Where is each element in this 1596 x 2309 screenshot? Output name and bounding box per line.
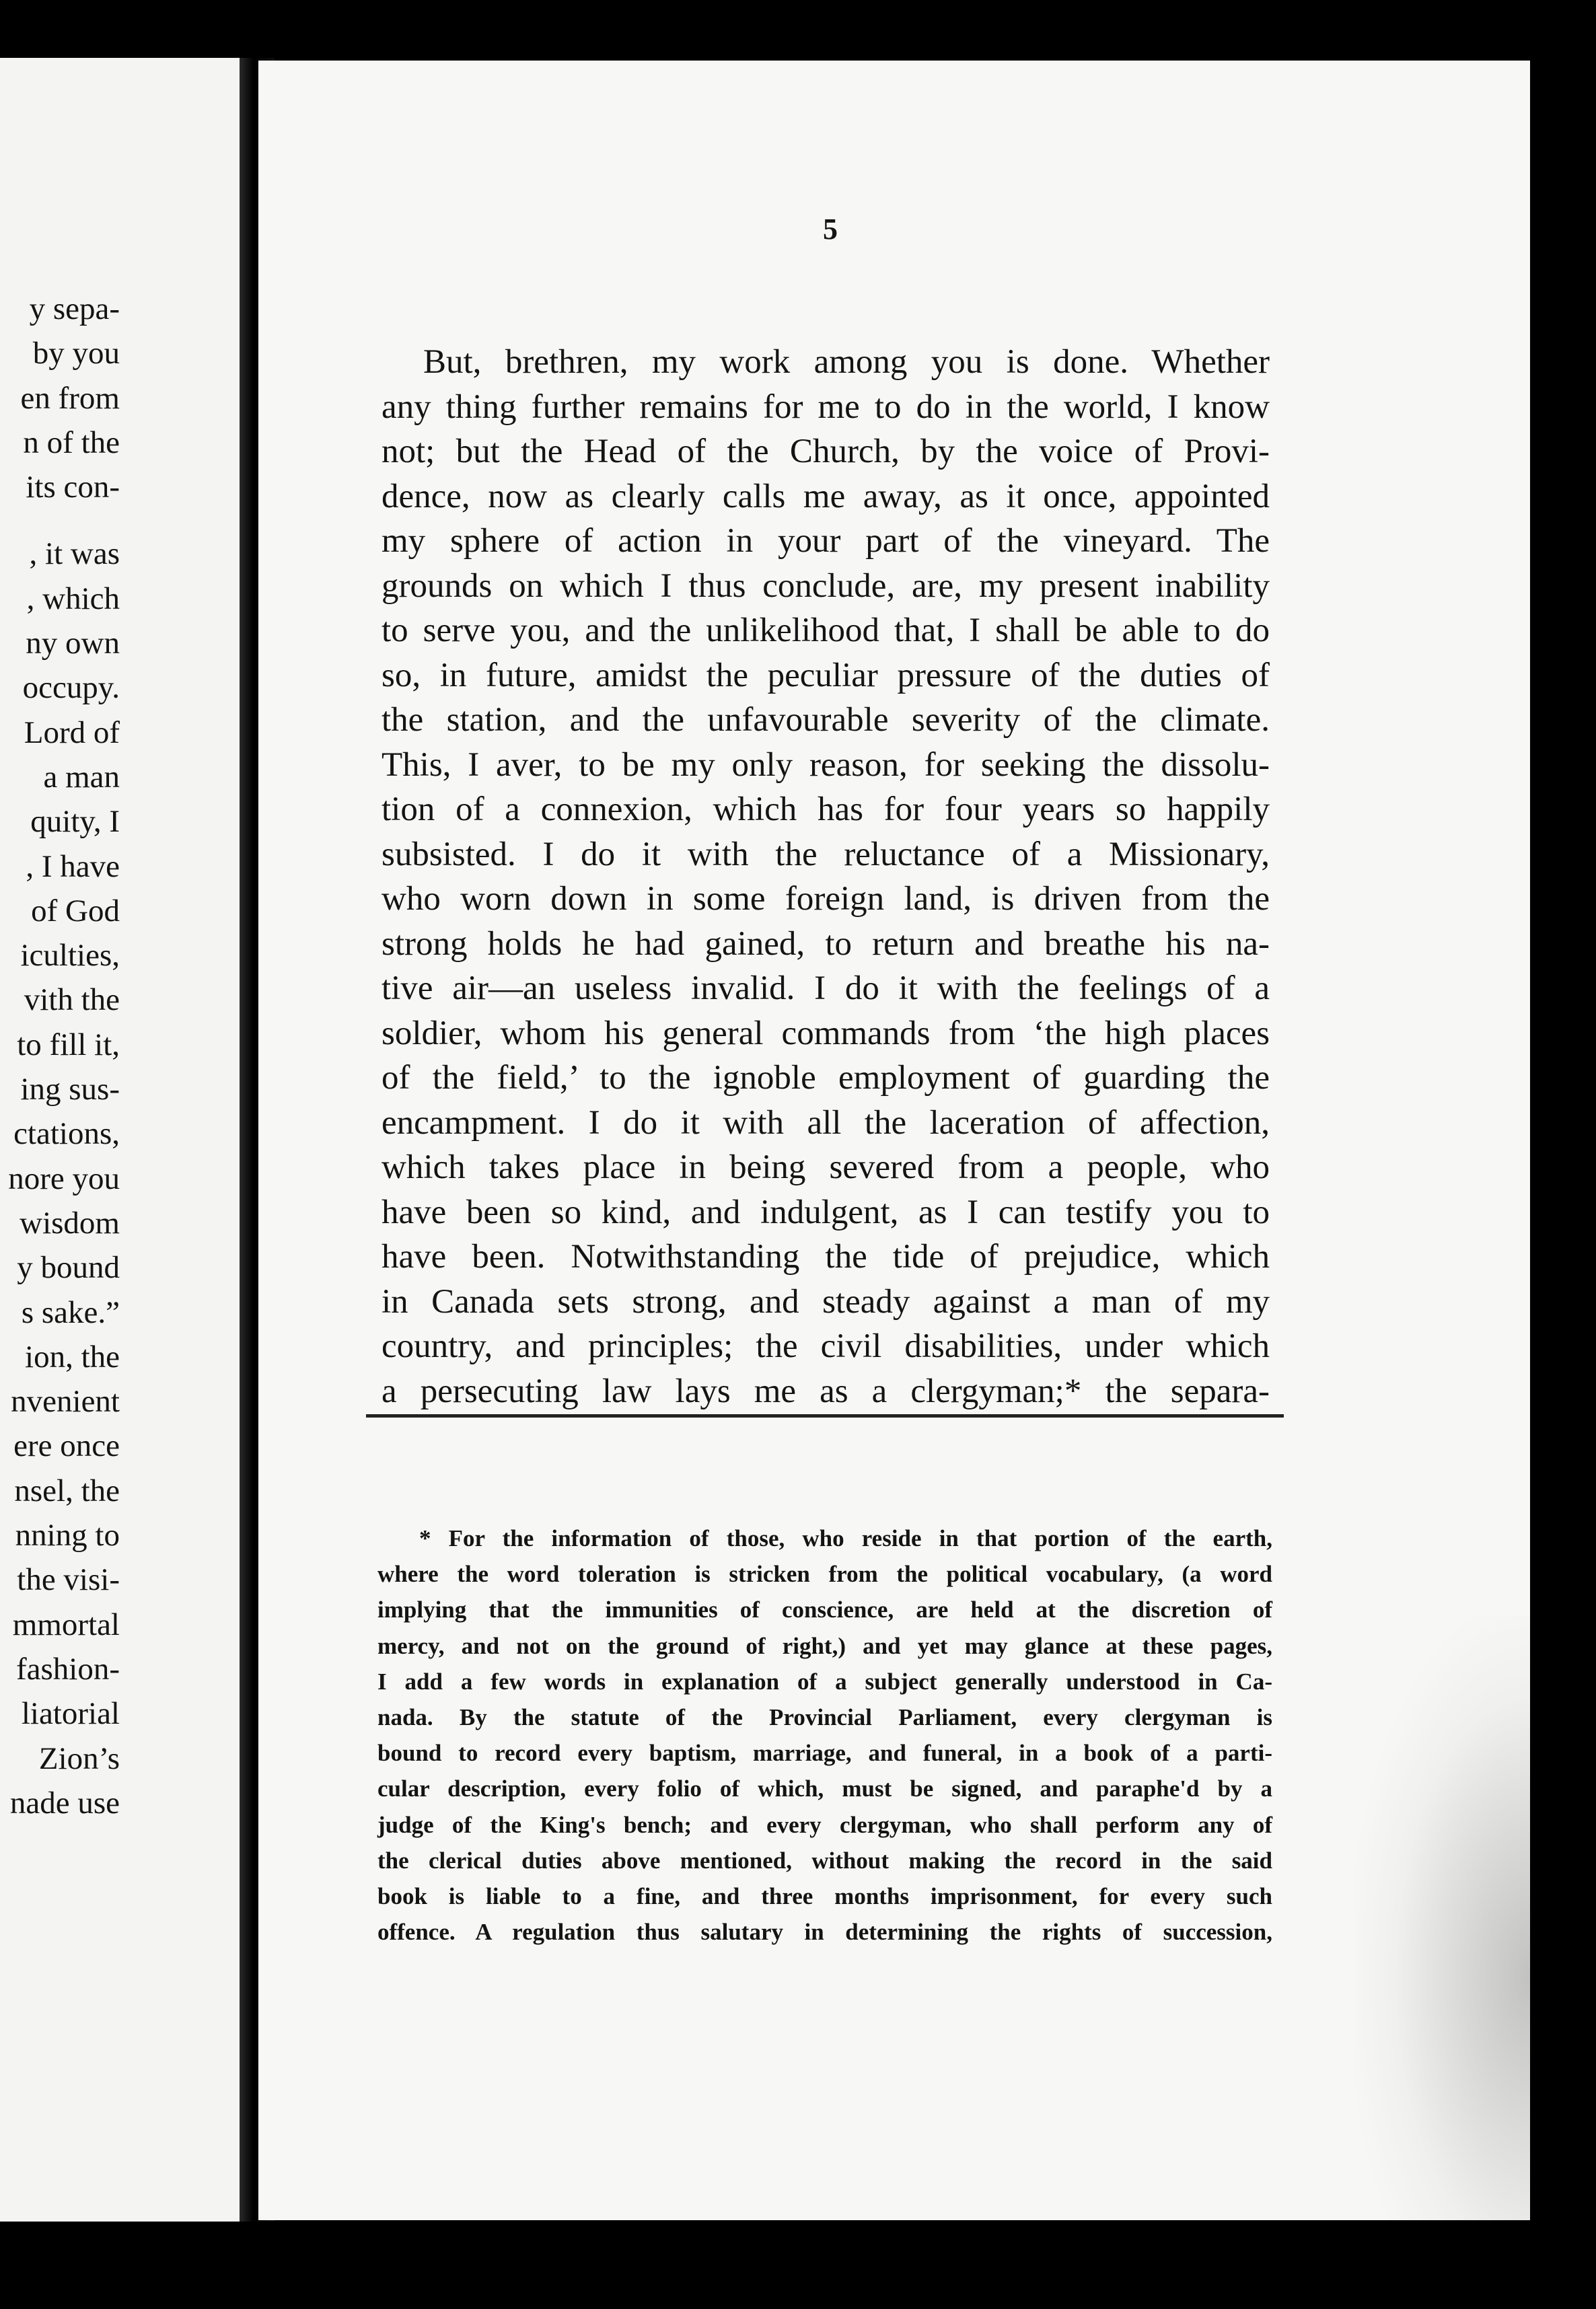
body-line: This, I aver, to be my only reason, for seeking the dissolu- [382,745,1270,784]
body-line: my sphere of action in your part of the vineyard. The [382,522,1270,560]
body-line: to serve you, and the unlikelihood that, I shall be able to do [382,612,1270,649]
footnote-line: nada. By the statute of the Provincial Parliament, every clergyman is [377,1703,1272,1730]
left-line: iculties, [20,938,120,974]
left-line: ere once [13,1428,120,1464]
left-line: mmortal [12,1607,120,1642]
left-line: ion, the [25,1339,120,1375]
body-line: of the field,’ to the ignoble employment of guarding the [382,1059,1270,1097]
footnote-line: offence. A regulation thus salutary in determining the rights of succession, [377,1919,1272,1946]
left-line: of God [31,893,120,928]
right-page [258,61,1530,2220]
body-line: so, in future, amidst the peculiar pressure of the duties of [382,656,1270,694]
left-line: , it was [29,536,120,572]
body-line: who worn down in some foreign land, is driven from the [382,880,1270,918]
left-line: , I have [26,848,120,884]
body-line: soldier, whom his general commands from ‘the high places [382,1014,1270,1052]
left-line: wisdom [20,1205,120,1241]
footnote-line: the clerical duties above mentioned, without making the record in the said [377,1847,1272,1874]
body-line: grounds on which I thus conclude, are, my present inability [382,566,1270,605]
footnote-line: book is liable to a fine, and three months imprisonment, for every such [377,1882,1272,1909]
paper-stain [1355,1615,1530,2220]
left-line: nade use [9,1785,120,1821]
left-line: nning to [15,1518,120,1553]
body-line: subsisted. I do it with the reluctance of a Missionary, [382,835,1270,873]
footnote-line: cular description, every folio of which, must be signed, and paraphe'd by a [377,1775,1272,1802]
left-line: , which [26,581,120,616]
left-line: its con- [26,470,120,505]
left-line: vith the [24,982,120,1018]
left-line: a man [43,759,120,795]
body-line: dence, now as clearly calls me away, as it once, appointed [382,477,1270,515]
body-line: country, and principles; the civil disabilities, under which [382,1327,1270,1365]
body-line: But, brethren, my work among you is done. Whether [423,343,1270,381]
body-line: tion of a connexion, which has for four years so happily [382,791,1270,828]
left-line: the visi- [17,1562,120,1598]
body-line: strong holds he had gained, to return and breathe his na- [382,924,1270,963]
left-line: to fill it, [17,1027,120,1062]
left-line: ctations, [13,1116,120,1152]
left-line: en from [20,380,120,416]
left-line: liatorial [21,1696,120,1732]
left-line: s sake.” [21,1294,120,1330]
footnote-divider [366,1414,1284,1418]
footnote-line: * For the information of those, who reside in that portion of the earth, [419,1525,1272,1551]
page-number: 5 [823,213,838,246]
body-line: tive air—an useless invalid. I do it with the feelings of a [382,969,1270,1007]
body-line: have been. Notwithstanding the tide of prejudice, which [382,1238,1270,1276]
footnote-line: bound to record every baptism, marriage, and funeral, in a book of a parti- [377,1740,1272,1767]
left-page-text [0,287,120,1825]
left-line: nsel, the [14,1473,120,1508]
body-text [382,340,1270,1414]
left-line: Zion’s [38,1740,120,1776]
left-line: by you [32,336,120,371]
left-line: nore you [8,1161,120,1196]
body-line: which takes place in being severed from a people, who [382,1148,1270,1186]
left-line: nvenient [11,1384,120,1420]
footnote-line: where the word toleration is stricken from the political vocabulary, (a word [377,1561,1272,1588]
left-line: ing sus- [20,1072,120,1107]
body-line: any thing further remains for me to do in the world, I know [382,388,1270,426]
body-line: in Canada sets strong, and steady against a man of my [382,1282,1270,1321]
footnote-line: mercy, and not on the ground of right,) and yet may glance at these pages, [377,1632,1272,1659]
left-line: n of the [23,425,120,460]
left-line: fashion- [15,1651,120,1687]
left-line: y sepa- [29,291,120,326]
body-line: have been so kind, and indulgent, as I can testify you to [382,1193,1270,1231]
footnote-line: implying that the immunities of conscience, are held at the discretion of [377,1597,1272,1623]
left-line: occupy. [22,670,120,706]
left-line: ny own [26,626,120,661]
left-line-gap [0,509,120,532]
left-line: quity, I [30,804,120,840]
body-line: not; but the Head of the Church, by the voice of Provi- [382,433,1270,470]
body-line: a persecuting law lays me as a clergyman;* the separa- [382,1372,1270,1410]
left-line: Lord of [24,714,120,750]
footnote [377,1520,1272,1950]
body-line: the station, and the unfavourable severity of the climate. [382,701,1270,739]
left-line: y bound [17,1250,120,1286]
body-line: encampment. I do it with all the laceration of affection, [382,1103,1270,1142]
footnote-line: I add a few words in explanation of a subject generally understood in Ca- [377,1668,1272,1695]
left-page [0,58,240,2222]
footnote-line: judge of the King's bench; and every clergyman, who shall perform any of [377,1811,1272,1838]
